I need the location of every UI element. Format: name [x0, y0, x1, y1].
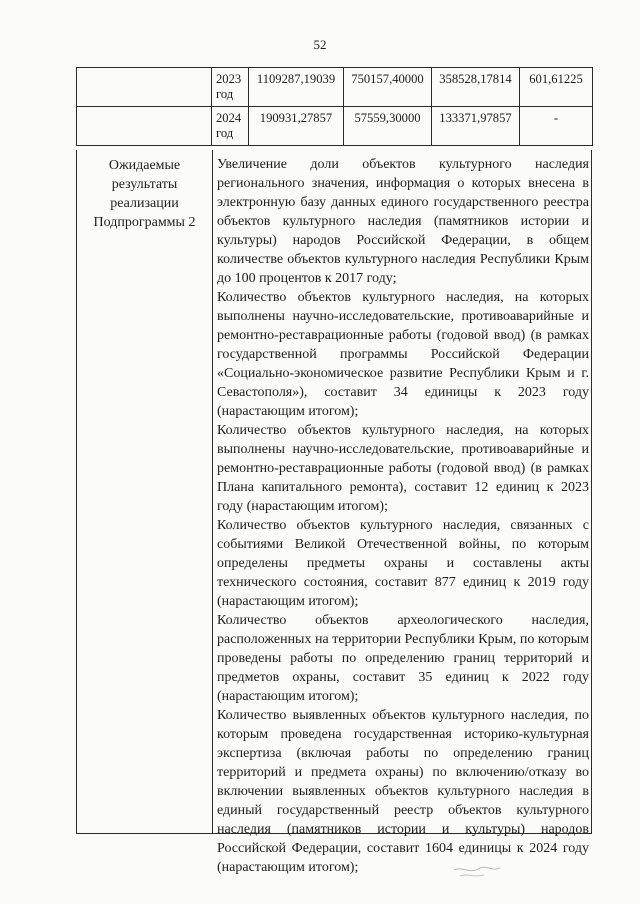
- result-paragraph: Количество объектов культурного наследия, связанных с событиями Великой Отечественной войны, по которым определены предметы охраны и составлены акты технического состояния, составит 877 единиц к 2019 году (нарастающим итогом);: [217, 518, 589, 609]
- result-paragraph: Количество объектов культурного наследия, на которых выполнены научно-исследовательские, противоаварийные и ремонтно-реставрационные работы (годовой ввод) (в рамках Плана капитального ремонта), составит 12 единиц к 2023 году (нарастающим итогом);: [217, 423, 589, 514]
- funding-table: [76, 67, 593, 146]
- funding-row-2024: [77, 107, 593, 146]
- result-paragraph: Количество объектов археологического наследия, расположенных на территории Республики Крым, по которым проведены работы по определению границ территорий и предметов охраны, составит 35 единиц к 2022 году (нарастающим итогом);: [217, 613, 589, 704]
- empty-cell: [77, 68, 212, 107]
- total-cell: 1109287,19039: [249, 68, 344, 107]
- other-cell: 601,61225: [520, 68, 593, 107]
- scan-mark: [452, 862, 502, 882]
- page-number: 52: [313, 37, 327, 52]
- year-cell: 2023 год: [212, 68, 249, 107]
- empty-cell: [77, 107, 212, 146]
- total-cell: 190931,27857: [249, 107, 344, 146]
- result-paragraph: Количество выявленных объектов культурного наследия, по которым проведена государственная историко-культурная экспертиза (включая работы по определению границ территорий и предмета охраны) по включению/отказу во включении выявленных объектов культурного наследия в единый государственный реестр объектов культурного наследия (памятников истории и культуры) народов Российской Федерации, составит 1604 единицы к 2024 году (нарастающим итогом);: [217, 708, 589, 875]
- row-heading: Ожидаемые результаты реализации Подпрограммы 2: [93, 158, 196, 230]
- column-divider: [212, 150, 213, 833]
- regional-cell: 133371,97857: [432, 107, 520, 146]
- funding-row-2023: [77, 68, 593, 107]
- results-text: [217, 155, 589, 877]
- regional-cell: 358528,17814: [432, 68, 520, 107]
- federal-cell: 750157,40000: [344, 68, 432, 107]
- result-paragraph: Увеличение доли объектов культурного наследия регионального значения, информация о которых внесена в электронную базу данных единого государственного реестра объектов культурного наследия (памятников истории и культуры) народов Российской Федерации, в общем количестве объектов культурного наследия Республики Крым до 100 процентов к 2017 году;: [217, 157, 589, 286]
- other-cell: -: [520, 107, 593, 146]
- expected-results-row: [76, 150, 592, 875]
- result-paragraph: Количество объектов культурного наследия, на которых выполнены научно-исследовательские, противоаварийные и ремонтно-реставрационные работы (годовой ввод) (в рамках государственной программы Российской Федерации «Социально-экономическое развитие Республики Крым и г. Севастополя»), составит 34 единицы к 2023 году (нарастающим итогом);: [217, 290, 589, 419]
- federal-cell: 57559,30000: [344, 107, 432, 146]
- year-cell: 2024 год: [212, 107, 249, 146]
